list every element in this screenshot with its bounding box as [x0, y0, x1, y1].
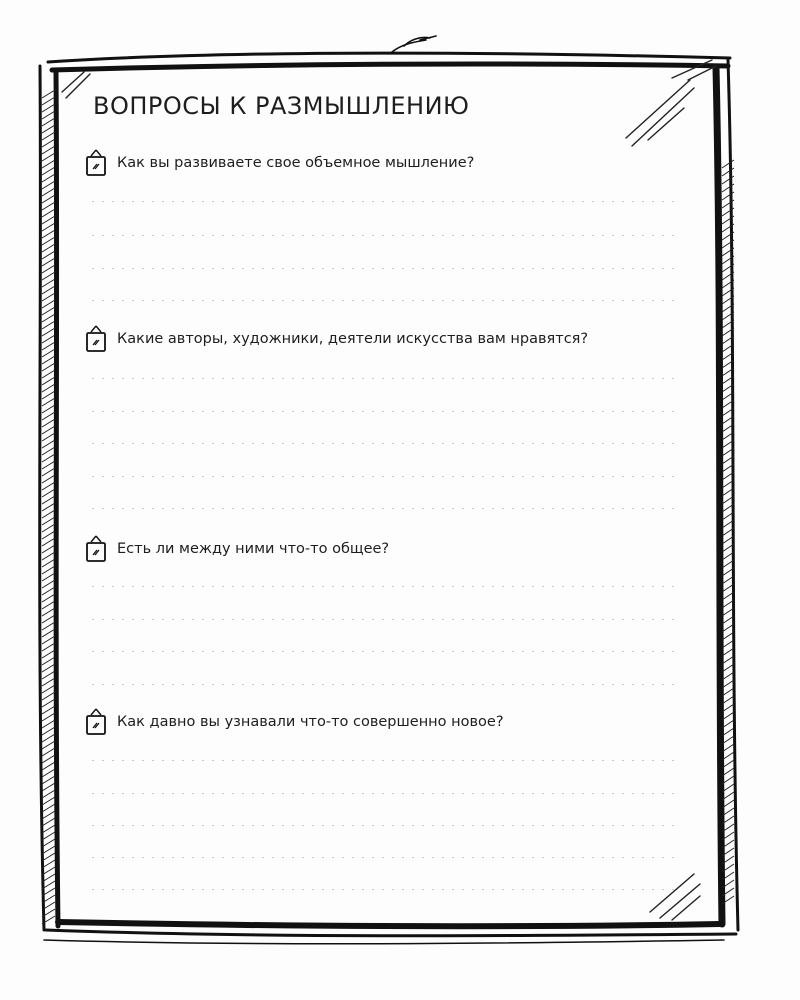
hatch-stroke	[42, 279, 55, 287]
hatch-stroke	[42, 139, 55, 147]
hatch-stroke	[42, 650, 55, 658]
hatch-stroke	[722, 648, 734, 656]
hatch-stroke	[722, 688, 734, 696]
hatch-stroke	[42, 615, 55, 623]
hatch-stroke	[42, 643, 55, 651]
hatch-stroke	[42, 195, 55, 203]
hatch-stroke	[42, 797, 55, 805]
answer-line[interactable]	[88, 235, 680, 236]
hatch-stroke	[42, 440, 55, 448]
answer-line[interactable]	[88, 476, 680, 477]
hatch-stroke	[42, 776, 55, 784]
answer-line[interactable]	[88, 889, 680, 890]
hatch-stroke	[42, 146, 55, 154]
hatch-stroke	[722, 624, 734, 632]
hatch-stroke	[42, 720, 55, 728]
hatch-stroke	[42, 363, 55, 371]
clipboard-icon	[85, 534, 107, 564]
hatch-stroke	[42, 734, 55, 742]
hatch-stroke	[42, 475, 55, 483]
hatch-stroke	[42, 657, 55, 665]
question-text: Есть ли между ними что-то общее?	[117, 541, 390, 557]
hatch-stroke	[42, 356, 55, 364]
question-item	[85, 324, 588, 354]
hatch-stroke	[42, 230, 55, 238]
hatch-stroke	[42, 503, 55, 511]
hatch-stroke	[42, 559, 55, 567]
answer-line[interactable]	[88, 586, 680, 587]
hatch-stroke	[42, 202, 55, 210]
hatch-stroke	[42, 300, 55, 308]
hatch-stroke	[42, 517, 55, 525]
hatch-stroke	[42, 755, 55, 763]
hatch-stroke	[42, 384, 55, 392]
page-title: ВОПРОСЫ К РАЗМЫШЛЕНИЮ	[93, 92, 470, 120]
hatch-stroke	[42, 671, 55, 679]
hatch-stroke	[42, 594, 55, 602]
hatch-stroke	[42, 342, 55, 350]
answer-line[interactable]	[88, 857, 680, 858]
hatch-stroke	[42, 636, 55, 644]
hatch-stroke	[42, 811, 55, 819]
hatch-stroke	[42, 454, 55, 462]
hatch-stroke	[42, 804, 55, 812]
question-text: Какие авторы, художники, деятели искусства вам нравятся?	[117, 331, 589, 347]
hatch-stroke	[722, 632, 734, 640]
hatch-stroke	[42, 853, 55, 861]
question-item	[85, 534, 389, 564]
hatch-stroke	[42, 349, 55, 357]
answer-line[interactable]	[88, 793, 680, 794]
answer-line[interactable]	[88, 300, 680, 301]
hatch-stroke	[42, 489, 55, 497]
hatch-stroke	[42, 573, 55, 581]
hatch-stroke	[42, 90, 55, 98]
answer-line[interactable]	[88, 760, 680, 761]
question-text: Как давно вы узнавали что-то совершенно новое?	[117, 714, 504, 730]
hatch-stroke	[722, 664, 734, 672]
hatch-stroke	[42, 426, 55, 434]
hatch-stroke	[722, 672, 734, 680]
hatch-stroke	[42, 188, 55, 196]
hatch-stroke	[42, 370, 55, 378]
hatch-stroke	[42, 174, 55, 182]
hatch-stroke	[42, 167, 55, 175]
hatch-stroke	[42, 706, 55, 714]
answer-line[interactable]	[88, 825, 680, 826]
answer-line[interactable]	[88, 411, 680, 412]
hatch-stroke	[42, 545, 55, 553]
hatch-stroke	[42, 538, 55, 546]
hatch-stroke	[42, 461, 55, 469]
hatch-stroke	[42, 209, 55, 217]
hatch-stroke	[42, 251, 55, 259]
hatch-stroke	[42, 713, 55, 721]
answer-line[interactable]	[88, 684, 680, 685]
hatch-stroke	[722, 168, 734, 176]
hatch-stroke	[42, 405, 55, 413]
hatch-stroke	[42, 307, 55, 315]
hatch-stroke	[42, 335, 55, 343]
hatch-stroke	[42, 741, 55, 749]
answer-line[interactable]	[88, 651, 680, 652]
hatch-stroke	[42, 223, 55, 231]
answer-line[interactable]	[88, 268, 680, 269]
hatch-stroke	[42, 629, 55, 637]
hatch-stroke	[42, 433, 55, 441]
question-item	[85, 148, 474, 178]
hatch-stroke	[42, 685, 55, 693]
hatch-stroke	[42, 601, 55, 609]
hatch-stroke	[42, 580, 55, 588]
hatch-stroke	[42, 566, 55, 574]
hatch-stroke	[42, 769, 55, 777]
hatch-stroke	[42, 783, 55, 791]
question-text: Как вы развиваете свое объемное мышление?	[117, 155, 475, 171]
hatch-stroke	[42, 832, 55, 840]
hatch-stroke	[42, 314, 55, 322]
hatch-stroke	[722, 696, 734, 704]
hatch-stroke	[722, 616, 734, 624]
hatch-stroke	[42, 678, 55, 686]
hatch-stroke	[722, 176, 734, 184]
hatch-stroke	[42, 727, 55, 735]
hatch-stroke	[42, 748, 55, 756]
hatch-stroke	[42, 482, 55, 490]
clipboard-icon	[85, 148, 107, 178]
clipboard-icon	[85, 324, 107, 354]
hatch-stroke	[42, 496, 55, 504]
answer-line[interactable]	[88, 443, 680, 444]
hatch-stroke	[42, 699, 55, 707]
hatch-stroke	[42, 839, 55, 847]
hatch-stroke	[42, 762, 55, 770]
hatch-stroke	[42, 97, 55, 105]
hatch-stroke	[42, 181, 55, 189]
hatch-stroke	[42, 552, 55, 560]
hatch-stroke	[42, 286, 55, 294]
hatch-stroke	[42, 692, 55, 700]
hatch-stroke	[42, 265, 55, 273]
hatch-stroke	[42, 293, 55, 301]
hatch-stroke	[42, 125, 55, 133]
hatch-stroke	[42, 510, 55, 518]
hatch-stroke	[42, 587, 55, 595]
hatch-stroke	[42, 321, 55, 329]
hatch-stroke	[722, 680, 734, 688]
hatch-stroke	[42, 447, 55, 455]
hatch-stroke	[42, 419, 55, 427]
hatch-stroke	[42, 398, 55, 406]
hatch-stroke	[722, 640, 734, 648]
hatch-stroke	[42, 328, 55, 336]
hatch-stroke	[42, 391, 55, 399]
hatch-stroke	[42, 622, 55, 630]
answer-line[interactable]	[88, 201, 680, 202]
hatch-stroke	[42, 531, 55, 539]
hatch-stroke	[42, 846, 55, 854]
answer-line[interactable]	[88, 378, 680, 379]
clipboard-icon	[85, 707, 107, 737]
hatch-stroke	[42, 272, 55, 280]
hatch-stroke	[42, 132, 55, 140]
answer-line[interactable]	[88, 619, 680, 620]
hatch-stroke	[42, 664, 55, 672]
hatch-stroke	[42, 825, 55, 833]
hatch-stroke	[42, 377, 55, 385]
hatch-stroke	[42, 818, 55, 826]
hatch-stroke	[42, 524, 55, 532]
hatch-stroke	[42, 790, 55, 798]
hatch-stroke	[42, 258, 55, 266]
question-item	[85, 707, 504, 737]
hatch-stroke	[42, 216, 55, 224]
hatch-stroke	[42, 118, 55, 126]
hatch-stroke	[42, 608, 55, 616]
hatch-stroke	[42, 153, 55, 161]
hatch-stroke	[42, 237, 55, 245]
hatch-stroke	[722, 656, 734, 664]
hatch-stroke	[42, 111, 55, 119]
answer-line[interactable]	[88, 508, 680, 509]
hatch-stroke	[42, 412, 55, 420]
hatch-stroke	[42, 468, 55, 476]
hatch-stroke	[42, 244, 55, 252]
hatch-stroke	[42, 104, 55, 112]
hatch-stroke	[42, 160, 55, 168]
hatch-stroke	[722, 160, 734, 168]
